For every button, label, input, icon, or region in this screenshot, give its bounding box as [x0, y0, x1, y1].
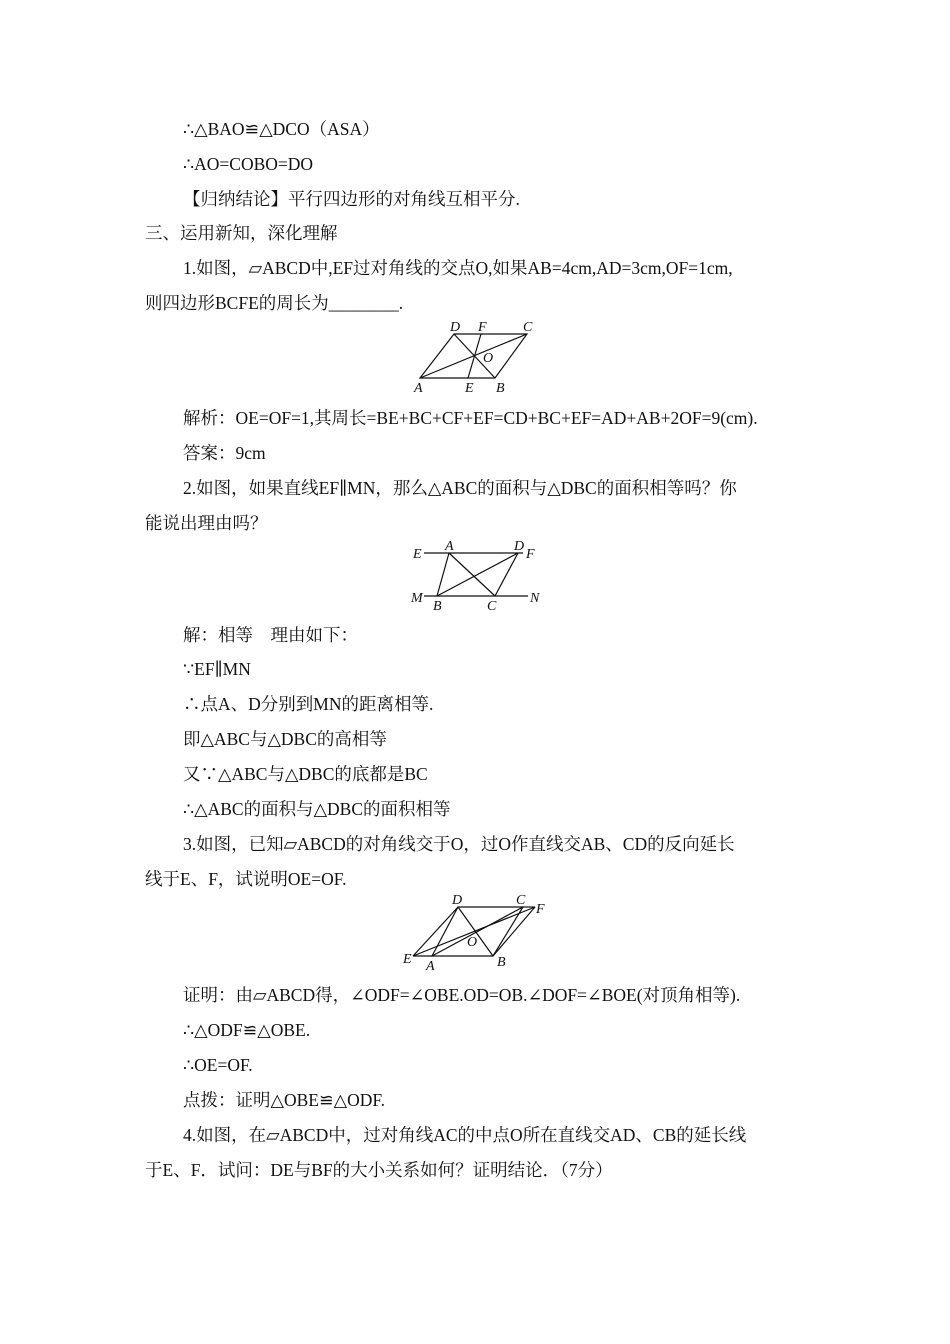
label-e: E: [465, 381, 474, 396]
label-f: F: [536, 902, 545, 917]
label-b: B: [497, 955, 506, 970]
text-line: ∴AO=COBO=DO: [183, 154, 314, 174]
label-a: A: [414, 381, 423, 396]
reason-line: ∵EF∥MN: [183, 659, 251, 679]
label-d: D: [450, 320, 461, 335]
question-4-cont: 于E、F．试问：DE与BF的大小关系如何？证明结论．（7分）: [145, 1160, 613, 1180]
segment-ab: [437, 553, 449, 596]
question-2-cont: 能说出理由吗？: [145, 513, 268, 533]
segment-bf: [493, 907, 535, 956]
conclusion-line: 【归纳结论】平行四边形的对角线互相平分.: [183, 189, 520, 209]
label-d: D: [452, 893, 463, 908]
question-1-cont: 则四边形BCFE的周长为________.: [145, 293, 404, 313]
answer-line: 答案：9cm: [183, 443, 266, 463]
label-o: O: [483, 351, 494, 366]
proof-line: ∴△ODF≌△OBE.: [183, 1020, 311, 1040]
text-line: ∴△BAO≌△DCO（ASA）: [183, 119, 380, 139]
label-b: B: [433, 599, 442, 614]
label-c: C: [487, 599, 497, 614]
hint-line: 点拨：证明△OBE≌△ODF.: [183, 1090, 386, 1110]
analysis-line: 解析：OE=OF=1,其周长=BE+BC+CF+EF=CD+BC+EF=AD+AB+2OF=9(cm).: [183, 408, 758, 428]
segment-ef: [468, 334, 481, 378]
reason-line: 即△ABC与△DBC的高相等: [183, 729, 387, 749]
question-3: 3.如图，已知▱ABCD的对角线交于O，过O作直线交AB、CD的反向延长: [183, 834, 735, 854]
reason-line: ∴点A、D分别到MN的距离相等.: [183, 694, 434, 714]
label-a: A: [445, 539, 454, 554]
label-e: E: [403, 952, 412, 967]
label-m: M: [411, 591, 423, 606]
label-f: F: [478, 320, 487, 335]
solution-line: 解：相等 理由如下：: [183, 625, 358, 645]
proof-line: 证明：由▱ABCD得，∠ODF=∠OBE.OD=OB.∠DOF=∠BOE(对顶角相等).: [183, 985, 741, 1005]
label-f: F: [526, 547, 535, 562]
label-o: O: [467, 935, 478, 950]
figure-2: [410, 538, 545, 613]
label-c: C: [516, 893, 526, 908]
label-e: E: [413, 547, 422, 562]
label-a: A: [426, 959, 435, 974]
reason-line: 又∵△ABC与△DBC的底都是BC: [183, 764, 428, 784]
section-heading: 三、运用新知，深化理解: [145, 223, 338, 243]
question-4: 4.如图，在▱ABCD中，过对角线AC的中点O所在直线交AD、CB的延长线: [183, 1125, 747, 1145]
figure-1: [410, 318, 545, 398]
label-b: B: [496, 381, 505, 396]
question-2: 2.如图，如果直线EF∥MN，那么△ABC的面积与△DBC的面积相等吗？你: [183, 478, 737, 498]
segment-ac: [449, 553, 495, 596]
label-c: C: [523, 320, 533, 335]
reason-line: ∴△ABC的面积与△DBC的面积相等: [183, 799, 451, 819]
label-d: D: [514, 539, 525, 554]
question-1: 1.如图，▱ABCD中,EF过对角线的交点O,如果AB=4cm,AD=3cm,OF=1cm,: [183, 258, 733, 278]
proof-line: ∴OE=OF.: [183, 1055, 253, 1075]
label-n: N: [530, 591, 540, 606]
question-3-cont: 线于E、F，试说明OE=OF.: [145, 869, 347, 889]
figure-3: [398, 893, 553, 975]
